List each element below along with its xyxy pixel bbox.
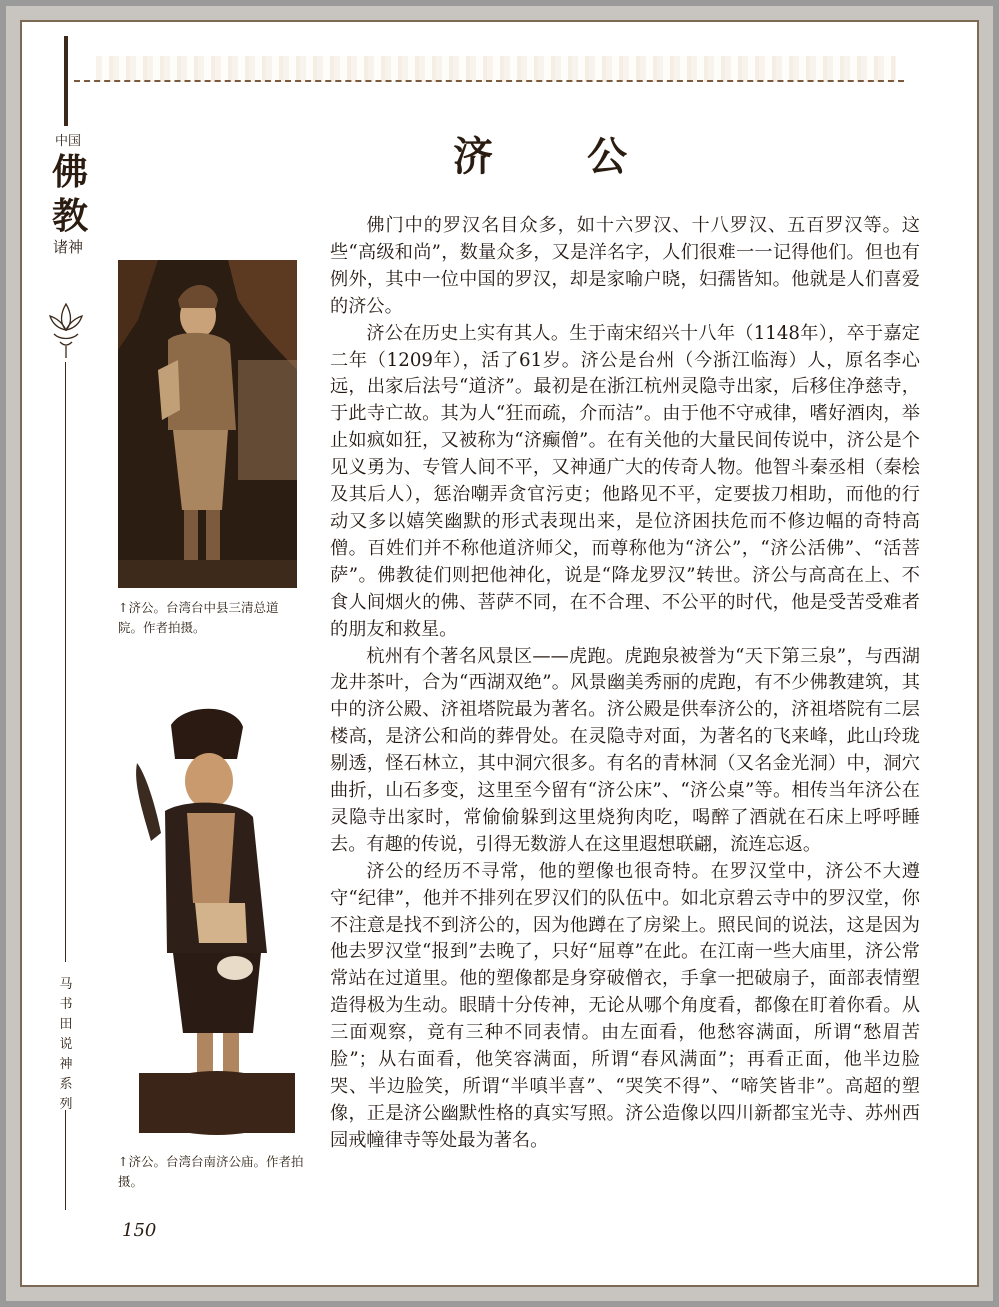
series-title — [52, 134, 89, 256]
series-sub: 诸神 — [52, 238, 83, 256]
left-margin-bar — [64, 36, 68, 126]
article-title: 济 公 — [453, 133, 667, 180]
left-margin-line-lower — [65, 1110, 66, 1210]
series-big-1: 佛 — [52, 151, 89, 193]
header-dashed-rule — [74, 80, 904, 82]
paragraph-3: 杭州有个著名风景区——虎跑。虎跑泉被誉为“天下第三泉”，与西湖龙井茶叶，合为“西湖双绝”。风景幽美秀丽的虎跑，有不少佛教建筑，其中的济公殿、济祖塔院最为著名。济公殿是供奉济公的，济祖塔院有二层楼高，是济公和尚的葬骨处。在灵隐寺对面，为著名的飞来峰，此山玲珑剔透，怪石林立，其中洞穴很多。有名的青林洞（又名金光洞）中，洞穴曲折，山石多变，这里至今留有“济公床”、“济公桌”等。相传当年济公在灵隐寺出家时，常偷偷躲到这里烧狗肉吃，喝醉了酒就在石床上呼呼睡去。有趣的传说，引得无数游人在这里遐想联翩，流连忘返。 — [330, 645, 920, 855]
left-margin-line — [65, 362, 66, 962]
jigong-statue-photo-2 — [125, 703, 300, 1143]
paragraph-2: 济公在历史上实有其人。生于南宋绍兴十八年（1148年），卒于嘉定二年（1209年），活了61岁。济公是台州（今浙江临海）人，原名李心远，出家后法号“道济”。最初是在浙江杭州灵隐寺出家，后移住净慈寺，于此寺亡故。其为人“狂而疏，介而洁”。由于他不守戒律，嗜好酒肉，举止如疯如狂，又被称为“济癫僧”。在有关他的大量民间传说中，济公是个见义勇为、专管人间不平，又神通广大的传奇人物。他智斗秦丞相（秦桧及其后人），惩治嘲弄贪官污吏；他路见不平，定要拔刀相助，而他的行动又多以嬉笑幽默的形式表现出来，是位济困扶危而不修边幅的奇特高僧。百姓们并不称他道济师父，而尊称他为“济公”，“济公活佛”、“活菩萨”。佛教徒们则把他神化，说是“降龙罗汉”转世。济公与高高在上、不食人间烟火的佛、菩萨不同，在不合理、不公平的时代，他是受苦受难者的朋友和救星。 — [330, 322, 920, 640]
lotus-ornament-icon — [46, 300, 86, 360]
series-big-2: 教 — [52, 195, 89, 237]
header-texture — [96, 56, 896, 82]
page-number: 150 — [122, 1220, 157, 1241]
article-body — [330, 213, 920, 1155]
paragraph-4: 济公的经历不寻常，他的塑像也很奇特。在罗汉堂中，济公不大遵守“纪律”，他并不排列在罗汉们的队伍中。如北京碧云寺中的罗汉堂，你不注意是找不到济公的，因为他蹲在了房梁上。照民间的说法，这是因为他去罗汉堂“报到”去晚了，只好“屈尊”在此。在江南一些大庙里，济公常常站在过道里。他的塑像都是身穿破僧衣，手拿一把破扇子，面部表情塑造得极为生动。眼睛十分传神，无论从哪个角度看，都像在盯着你看。从三面观察，竟有三种不同表情。由左面看，他愁容满面，所谓“愁眉苦脸”；从右面看，他笑容满面，所谓“春风满面”；再看正面，他半边脸哭、半边脸笑，所谓“半嗔半喜”、“哭笑不得”、“啼笑皆非”。高超的塑像，正是济公幽默性格的真实写照。济公造像以四川新都宝光寺、苏州西园戒幢律寺等处最为著名。 — [330, 860, 920, 1151]
photo-caption-1: ↑济公。台湾台中县三清总道院。作者拍摄。 — [118, 600, 279, 635]
jigong-statue-photo-1 — [118, 260, 297, 588]
paragraph-1: 佛门中的罗汉名目众多，如十六罗汉、十八罗汉、五百罗汉等。这些“高级和尚”，数量众多，又是洋名字，人们很难一一记得他们。但也有例外，其中一位中国的罗汉，却是家喻户晓，妇孺皆知。他就是人们喜爱的济公。 — [330, 215, 920, 317]
side-series-title: 马书田说神系列 — [59, 977, 73, 1112]
series-small: 中国 — [54, 134, 81, 149]
photo-caption-2: ↑济公。台湾台南济公庙。作者拍摄。 — [118, 1154, 304, 1189]
